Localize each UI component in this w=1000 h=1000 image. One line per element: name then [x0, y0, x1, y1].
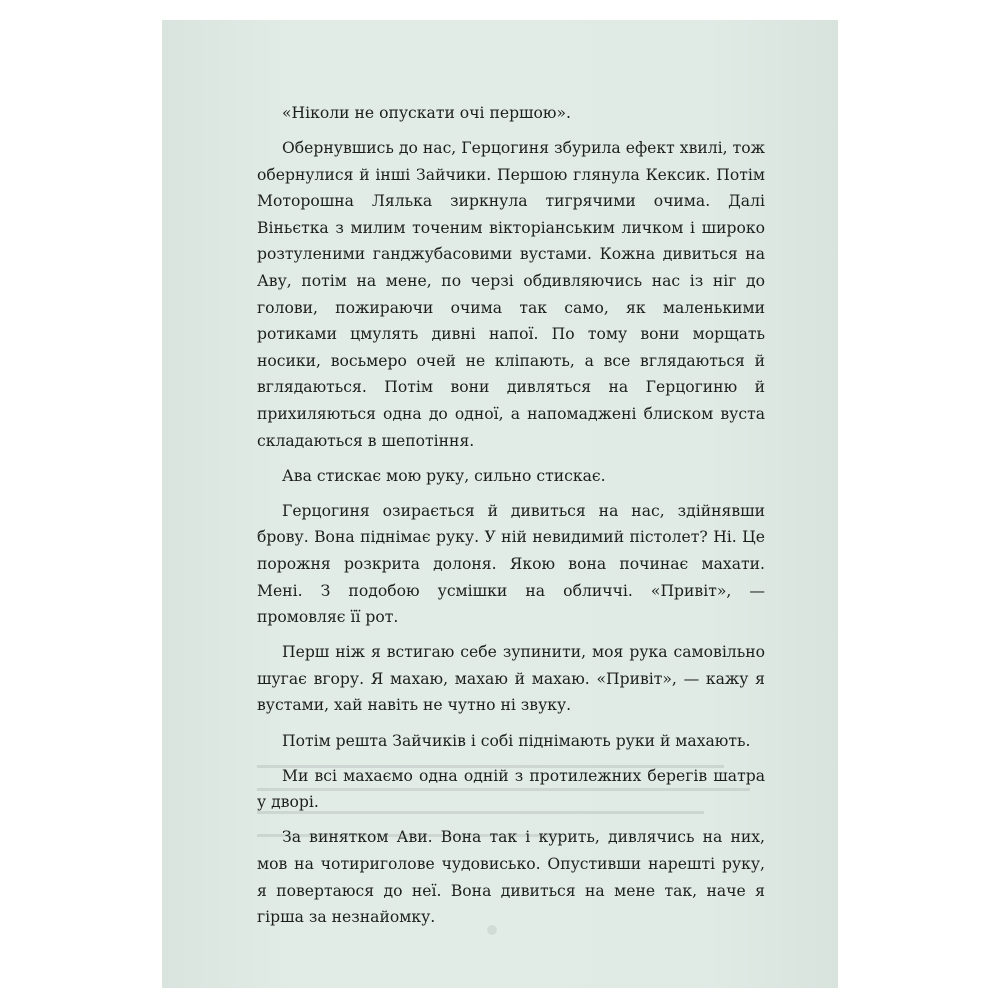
show-through-text [257, 765, 765, 885]
paragraph: Обернувшись до нас, Герцогиня збурила ефект хвилі, тож обернулися й інші Зайчики. Першою глянула Кексик. Потім Моторошна Лялька зиркнула тигрячими очима. Далі Віньєтка з милим точеним вікторіанським личком і широко розтуленими ганджубасовими вустами. Кожна дивиться на Аву, потім на мене, по черзі обдивляючись нас із ніг до голови, пожираючи очима так само, як маленькими ротиками цмулять дивні напої. По тому вони морщать носики, восьмеро очей не кліпають, а все вглядаються й вглядаються. Потім вони дивляться на Герцогиню й прихиляються одна до одної, а напомаджені блиском вуста складаються в шепотіння. [257, 139, 765, 450]
page-ornament [487, 925, 497, 935]
paragraph: Герцогиня озирається й дивиться на нас, здійнявши брову. Вона піднімає руку. У ній невидимий пістолет? Ні. Це порожня розкрита долоня. Якою вона починає махати. Мені. З подобою усмішки на обличчі. «Привіт», — промовляє її рот. [257, 501, 765, 627]
book-page [162, 20, 838, 988]
paragraph: Ми всі махаємо одна одній з протилежних берегів шатра у дворі. [257, 766, 765, 812]
paragraph: Ава стискає мою руку, сильно стискає. [282, 466, 606, 485]
paragraph: «Ніколи не опускати очі першою». [282, 104, 572, 122]
paragraph: За винятком Ави. Вона так і курить, дивлячись на них, мов на чотириголове чудовисько. Опустивши нарешті руку, я повертаюся до неї. Вона дивиться на мене так, наче я гірша за незнайомку. [257, 828, 765, 927]
paragraph: Перш ніж я встигаю себе зупинити, моя рука самовільно шугає вгору. Я махаю, махаю й махаю. «Привіт», — кажу я вустами, хай навіть не чутно ні звуку. [257, 643, 765, 715]
paragraph: Потім решта Зайчиків і собі піднімають руки й махають. [282, 731, 751, 750]
